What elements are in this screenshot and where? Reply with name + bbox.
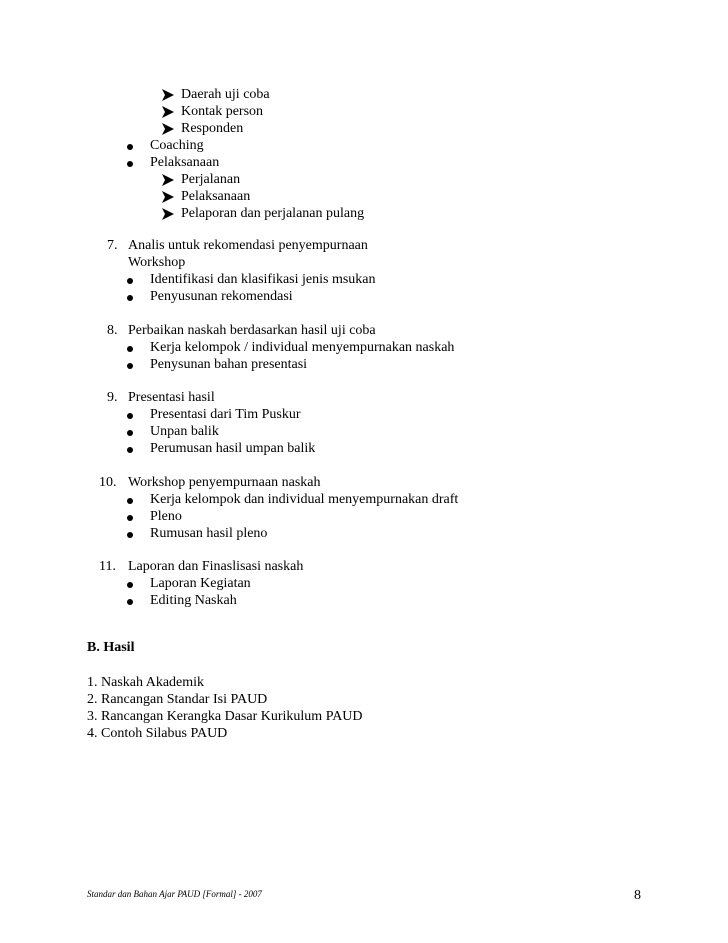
result-item: 2. Rancangan Standar Isi PAUD — [87, 692, 268, 707]
item-number: 11. — [99, 559, 116, 574]
subitem-daerah-uji-coba: Daerah uji coba — [181, 87, 270, 102]
list-item: Presentasi dari Tim Puskur — [150, 407, 301, 422]
list-item: Penysunan bahan presentasi — [150, 357, 308, 372]
round-bullet-icon — [127, 144, 133, 150]
list-item: Identifikasi dan klasifikasi jenis msukan — [150, 272, 376, 287]
bullet-coaching: Coaching — [150, 138, 204, 153]
round-bullet-icon — [127, 582, 133, 588]
item-title: Analis untuk rekomendasi penyempurnaan — [128, 238, 368, 253]
round-bullet-icon — [127, 515, 133, 521]
round-bullet-icon — [127, 413, 133, 419]
item-number: 7. — [107, 238, 118, 253]
item-title: Workshop penyempurnaan naskah — [128, 475, 321, 490]
list-item: Kerja kelompok / individual menyempurnakan naskah — [150, 340, 455, 355]
arrow-bullet-icon — [161, 105, 175, 119]
item-number: 9. — [107, 390, 118, 405]
arrow-bullet-icon — [161, 122, 175, 136]
subitem-pelaksanaan: Pelaksanaan — [181, 189, 251, 204]
round-bullet-icon — [127, 295, 133, 301]
list-item: Pleno — [150, 509, 182, 524]
subitem-responden: Responden — [181, 121, 244, 136]
section-heading: B. Hasil — [87, 640, 135, 655]
round-bullet-icon — [127, 430, 133, 436]
list-item: Editing Naskah — [150, 593, 237, 608]
list-item: Penyusunan rekomendasi — [150, 289, 293, 304]
subitem-pelaporan: Pelaporan dan perjalanan pulang — [181, 206, 365, 221]
arrow-bullet-icon — [161, 190, 175, 204]
item-number: 10. — [99, 475, 117, 490]
list-item: Rumusan hasil pleno — [150, 526, 268, 541]
subitem-perjalanan: Perjalanan — [181, 172, 241, 187]
arrow-bullet-icon — [161, 207, 175, 221]
footer-text: Standar dan Bahan Ajar PAUD [Formal] - 2007 — [87, 889, 262, 899]
item-title: Perbaikan naskah berdasarkan hasil uji coba — [128, 323, 376, 338]
item-number: 8. — [107, 323, 118, 338]
round-bullet-icon — [127, 599, 133, 605]
list-item: Laporan Kegiatan — [150, 576, 251, 591]
round-bullet-icon — [127, 447, 133, 453]
page-number: 8 — [634, 888, 641, 903]
round-bullet-icon — [127, 278, 133, 284]
item-title: Presentasi hasil — [128, 390, 215, 405]
result-item: 1. Naskah Akademik — [87, 675, 205, 690]
arrow-bullet-icon — [161, 173, 175, 187]
arrow-bullet-icon — [161, 88, 175, 102]
list-item: Kerja kelompok dan individual menyempurnakan draft — [150, 492, 459, 507]
item-subtitle: Workshop — [128, 255, 186, 270]
item-title: Laporan dan Finaslisasi naskah — [128, 559, 304, 574]
subitem-kontak-person: Kontak person — [181, 104, 264, 119]
list-item: Perumusan hasil umpan balik — [150, 441, 316, 456]
round-bullet-icon — [127, 532, 133, 538]
round-bullet-icon — [127, 363, 133, 369]
result-item: 3. Rancangan Kerangka Dasar Kurikulum PAUD — [87, 709, 363, 724]
round-bullet-icon — [127, 161, 133, 167]
bullet-pelaksanaan: Pelaksanaan — [150, 155, 220, 170]
result-item: 4. Contoh Silabus PAUD — [87, 726, 228, 741]
round-bullet-icon — [127, 498, 133, 504]
round-bullet-icon — [127, 346, 133, 352]
list-item: Unpan balik — [150, 424, 219, 439]
